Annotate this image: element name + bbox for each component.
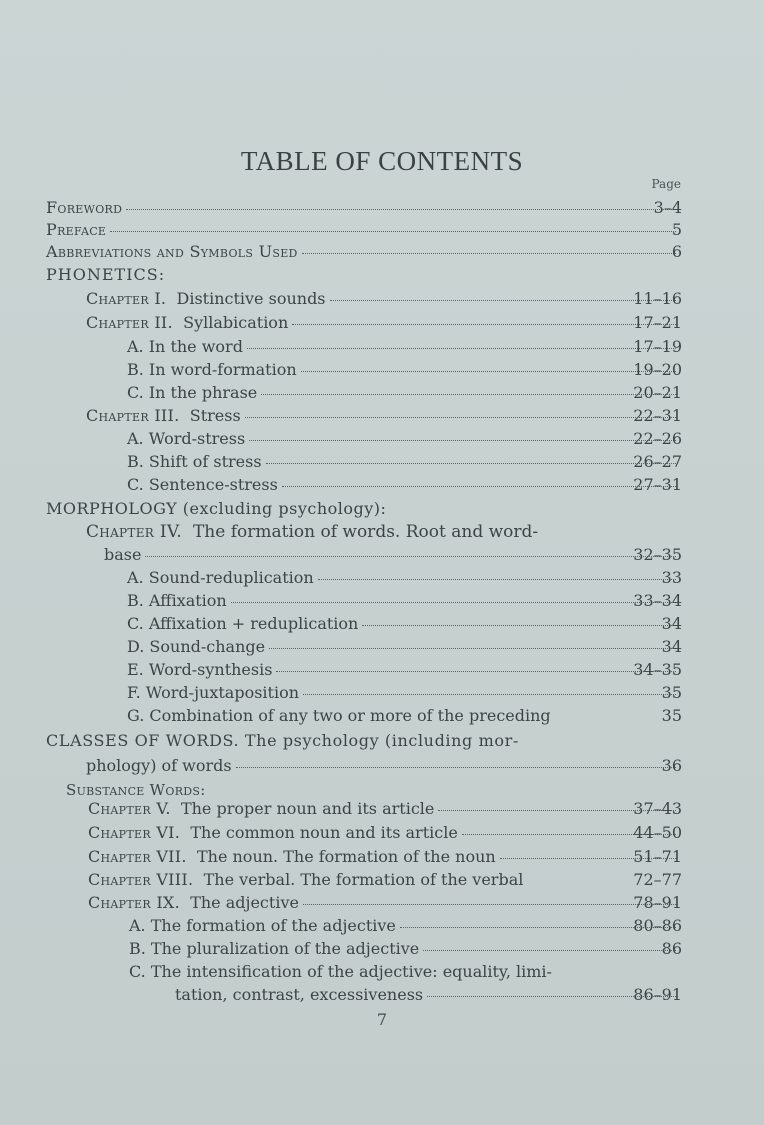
toc-entry-label: D. Sound-change	[127, 637, 266, 656]
toc-entry-chapter-4	[104, 544, 682, 566]
toc-subentry	[127, 474, 682, 496]
toc-subentry	[127, 451, 682, 473]
toc-entry-label: C. Affixation + reduplication	[127, 614, 359, 633]
toc-entry-label: B. The pluralization of the adjective	[129, 939, 420, 958]
toc-entry-label: A. In the word	[127, 337, 243, 356]
toc-entry-chapter-5	[88, 798, 682, 820]
toc-entry-page: 17–21	[633, 313, 682, 332]
toc-entry-label: Abbreviations and Symbols Used	[46, 242, 298, 261]
toc-entry-page: 34–35	[633, 660, 682, 679]
toc-subentry	[129, 938, 682, 960]
toc-entry-label: The proper noun and its article	[180, 799, 435, 818]
dot-leader	[126, 208, 676, 210]
toc-entry-abbreviations	[46, 241, 682, 263]
toc-entry-page: 34	[661, 637, 682, 656]
toc-entry-chapter-8	[88, 869, 682, 891]
toc-entry-label: C. In the phrase	[127, 383, 258, 402]
toc-entry-page: 19–20	[633, 360, 682, 379]
toc-subentry-line1: C. The intensification of the adjective: equality, limi-	[129, 962, 552, 981]
toc-entry-page: 37–43	[633, 799, 682, 818]
dot-leader	[247, 347, 676, 349]
toc-entry-label: F. Word-juxtaposition	[127, 683, 300, 702]
page-number: 7	[376, 1010, 388, 1029]
toc-entry-page: 27–31	[633, 475, 682, 494]
toc-subentry	[127, 382, 682, 404]
section-heading-morphology: MORPHOLOGY (excluding psychology):	[46, 499, 387, 518]
toc-subentry	[127, 590, 682, 612]
toc-entry-label: The formation of words. Root and word-	[192, 522, 539, 542]
toc-entry-label: Preface	[46, 220, 107, 239]
dot-leader	[249, 439, 676, 441]
dot-leader	[292, 323, 676, 325]
dot-leader	[303, 903, 676, 905]
toc-entry-page: 3–4	[653, 198, 682, 217]
toc-entry-page: 17–19	[633, 337, 682, 356]
toc-entry-chapter-2	[86, 312, 682, 334]
toc-entry-label: The adjective	[190, 893, 299, 912]
toc-entry-page: 78–91	[633, 893, 682, 912]
toc-entry-label: Stress	[189, 406, 241, 425]
toc-entry-label: B. Shift of stress	[127, 452, 262, 471]
toc-entry-label-continued: tation, contrast, excessiveness	[175, 985, 424, 1004]
dot-leader	[302, 252, 676, 254]
dot-leader	[276, 670, 676, 672]
dot-leader	[423, 949, 676, 951]
dot-leader	[231, 601, 676, 603]
toc-subentry	[127, 682, 682, 704]
toc-entry-label: Distinctive sounds	[176, 289, 326, 308]
toc-entry-label-continued: base	[104, 545, 142, 564]
dot-leader	[261, 393, 676, 395]
dot-leader	[282, 485, 676, 487]
toc-subentry	[127, 359, 682, 381]
toc-entry-label: B. Affixation	[127, 591, 227, 610]
toc-entry-page: 20–21	[633, 383, 682, 402]
toc-entry-page: 34	[661, 614, 682, 633]
dot-leader	[266, 462, 676, 464]
chapter-number: Chapter V.	[88, 799, 171, 818]
dot-leader	[245, 416, 676, 418]
section-heading-phonetics: PHONETICS:	[46, 265, 166, 284]
toc-entry-chapter-4-line1	[86, 521, 538, 543]
toc-entry-chapter-3	[86, 405, 682, 427]
toc-entry-page: 11–16	[633, 289, 682, 308]
toc-subentry	[127, 659, 682, 681]
toc-entry-chapter-7	[88, 846, 682, 868]
toc-entry-page: 86–91	[633, 985, 682, 1004]
chapter-number: Chapter I.	[86, 289, 167, 308]
chapter-number: Chapter III.	[86, 406, 180, 425]
chapter-number: Chapter VII.	[88, 847, 187, 866]
toc-entry-preface	[46, 219, 682, 241]
toc-subentry	[127, 428, 682, 450]
toc-entry-page: 32–35	[633, 545, 682, 564]
toc-entry-page: 5	[671, 220, 682, 239]
toc-entry-page: 44–50	[633, 823, 682, 842]
toc-subentry	[129, 915, 682, 937]
toc-subentry	[127, 636, 682, 658]
dot-leader	[362, 624, 676, 626]
toc-entry-chapter-9	[88, 892, 682, 914]
dot-leader	[303, 693, 676, 695]
toc-entry-page: 6	[671, 242, 682, 261]
dot-leader	[110, 230, 676, 232]
page-column-header: Page	[651, 177, 681, 191]
dot-leader	[236, 766, 676, 768]
toc-entry-page: 80–86	[633, 916, 682, 935]
toc-entry-page: 33–34	[633, 591, 682, 610]
toc-entry-page: 72–77	[633, 870, 682, 889]
toc-entry-label: A. Word-stress	[127, 429, 246, 448]
toc-entry-label: C. Sentence-stress	[127, 475, 278, 494]
toc-entry-page: 26–27	[633, 452, 682, 471]
chapter-number: Chapter IX.	[88, 893, 181, 912]
toc-subentry	[127, 705, 682, 727]
toc-subentry	[175, 984, 682, 1006]
chapter-number: Chapter II.	[86, 313, 173, 332]
toc-entry-page: 51–71	[633, 847, 682, 866]
toc-entry-label: The noun. The formation of the noun	[196, 847, 496, 866]
toc-entry-label-continued: phology) of words	[86, 756, 232, 775]
toc-entry-label: E. Word-synthesis	[127, 660, 273, 679]
toc-entry-label: A. Sound-reduplication	[127, 568, 314, 587]
subsection-heading-substance-words: Substance Words:	[66, 781, 206, 799]
toc-entry-label: A. The formation of the adjective	[129, 916, 396, 935]
dot-leader	[318, 578, 676, 580]
toc-entry-label: B. In word-formation	[127, 360, 297, 379]
toc-subentry	[127, 613, 682, 635]
chapter-number: Chapter IV.	[86, 522, 183, 542]
dot-leader	[301, 370, 676, 372]
toc-entry-label: Syllabication	[183, 313, 289, 332]
chapter-number: Chapter VI.	[88, 823, 181, 842]
toc-entry-label: The common noun and its article	[190, 823, 458, 842]
toc-entry-label: Foreword	[46, 198, 123, 217]
toc-entry-page: 22–31	[633, 406, 682, 425]
toc-subentry	[127, 567, 682, 589]
dot-leader	[330, 299, 676, 301]
dot-leader	[269, 647, 676, 649]
toc-entry-page: 22–26	[633, 429, 682, 448]
chapter-number: Chapter VIII.	[88, 870, 194, 889]
toc-entry-page: 36	[661, 756, 682, 775]
toc-subentry	[127, 336, 682, 358]
toc-entry-classes-of-words	[86, 755, 682, 777]
toc-entry-label: G. Combination of any two or more of the preceding	[127, 706, 551, 725]
dot-leader	[145, 555, 676, 557]
toc-entry-page: 33	[661, 568, 682, 587]
toc-entry-chapter-6	[88, 822, 682, 844]
toc-entry-label: The verbal. The formation of the verbal	[203, 870, 524, 889]
toc-entry-page: 35	[661, 706, 682, 725]
section-heading-classes-of-words: CLASSES OF WORDS. The psychology (including mor-	[46, 731, 519, 750]
toc-entry-foreword	[46, 197, 682, 219]
toc-entry-page: 86	[661, 939, 682, 958]
toc-entry-chapter-1	[86, 288, 682, 310]
toc-entry-page: 35	[661, 683, 682, 702]
page-title: TABLE OF CONTENTS	[240, 146, 524, 176]
